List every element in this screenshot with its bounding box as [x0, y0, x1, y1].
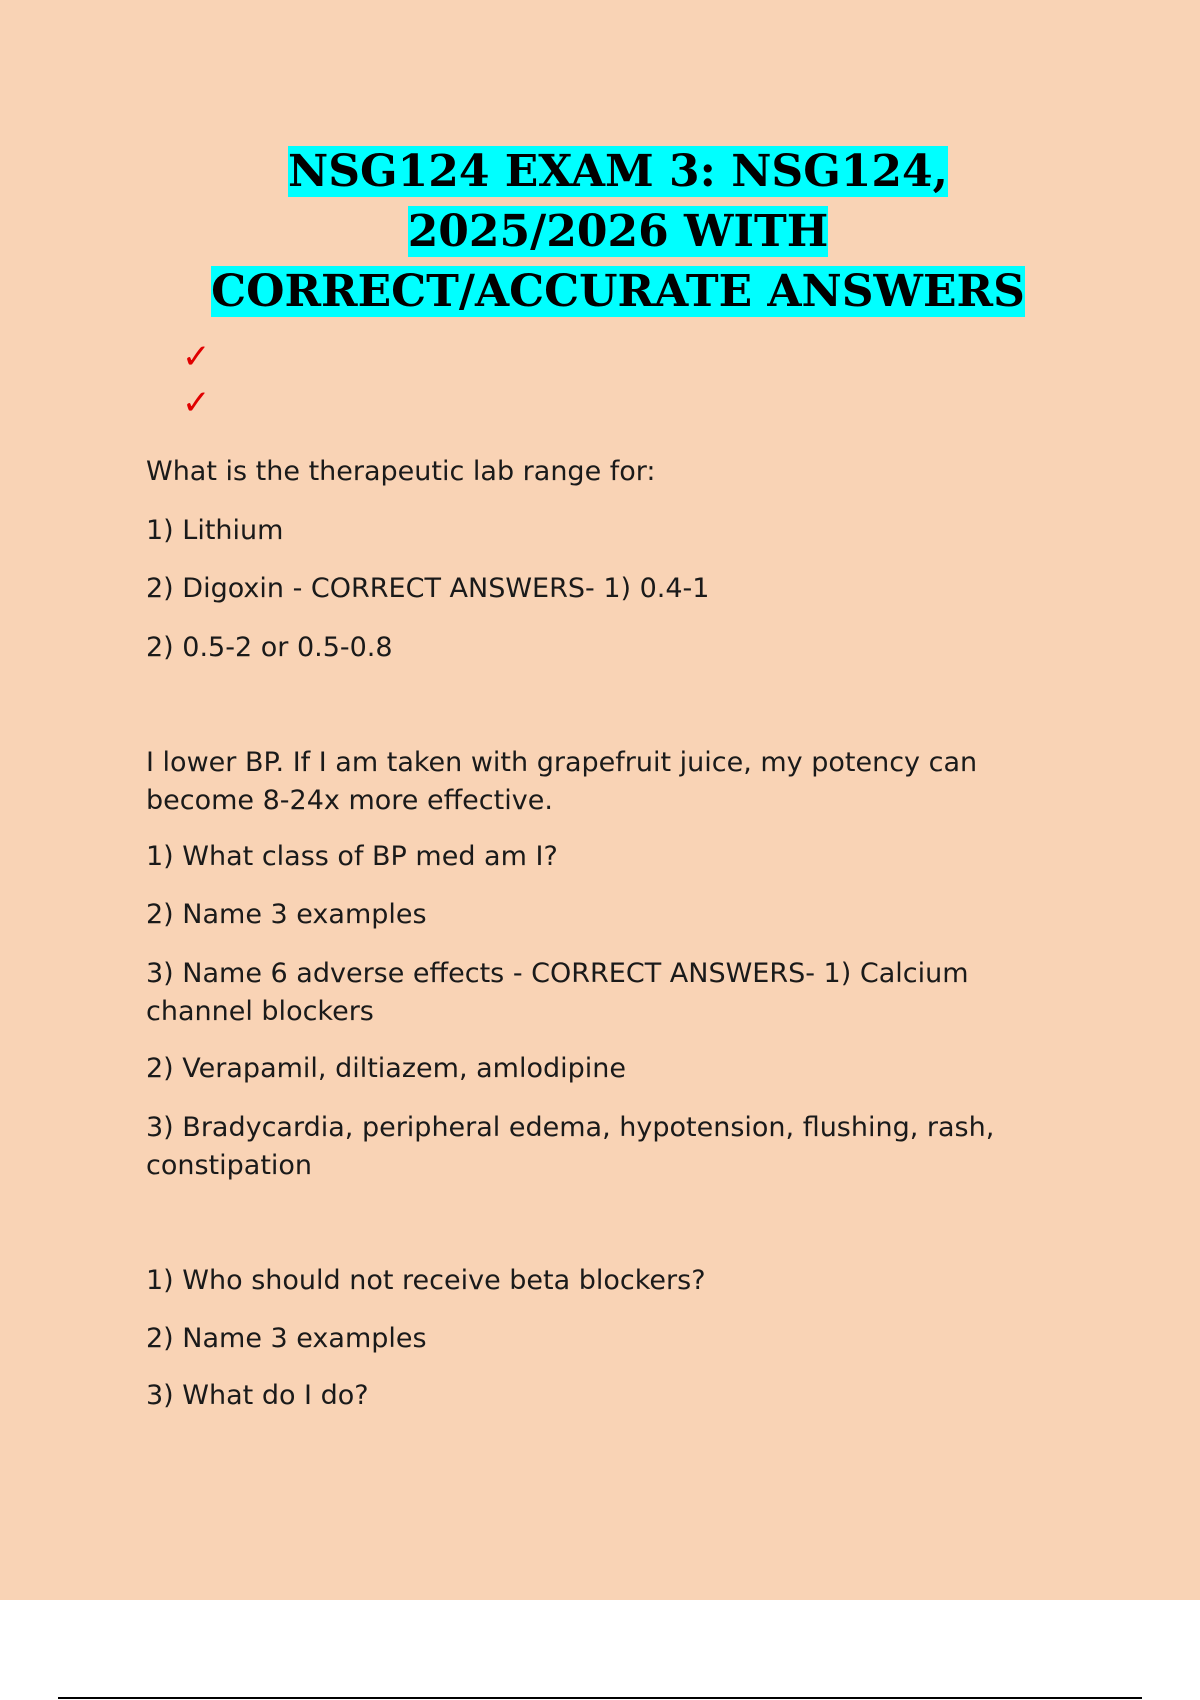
checkmark-icon: ✓: [182, 383, 211, 423]
title-line-2: [0, 202, 1200, 262]
question-3-item-1: 1) Who should not receive beta blockers?: [146, 1265, 706, 1296]
title-line-2-text: 2025/2026 WITH: [407, 206, 829, 257]
question-2-item-1: 1) What class of BP med am I?: [146, 841, 558, 872]
title-line-3: [0, 262, 1200, 322]
question-2-answer-3: 3) Bradycardia, peripheral edema, hypotension, flushing, rash, constipation: [146, 1112, 995, 1181]
checkmark-list: [182, 334, 211, 426]
document-title: [0, 142, 1200, 322]
question-1-item-2-answer: 2) Digoxin - CORRECT ANSWERS- 1) 0.4-1: [146, 573, 710, 604]
question-2-prompt: I lower BP. If I am taken with grapefruit juice, my potency can become 8-24x more effective.: [146, 747, 978, 816]
title-line-3-text: CORRECT/ACCURATE ANSWERS: [211, 266, 1025, 317]
question-3-item-3: 3) What do I do?: [146, 1380, 369, 1411]
title-line-1: [0, 142, 1200, 202]
question-2-answer-2: 2) Verapamil, diltiazem, amlodipine: [146, 1053, 626, 1084]
question-2-item-2: 2) Name 3 examples: [146, 899, 427, 930]
question-1-prompt: What is the therapeutic lab range for:: [146, 456, 656, 487]
checkmark-icon: ✓: [182, 337, 211, 377]
footer-divider: [58, 1697, 1142, 1699]
question-3-item-2: 2) Name 3 examples: [146, 1323, 427, 1354]
question-2-item-3-answer: 3) Name 6 adverse effects - CORRECT ANSWERS- 1) Calcium channel blockers: [146, 958, 969, 1027]
question-1-answer-2: 2) 0.5-2 or 0.5-0.8: [146, 632, 393, 663]
question-1-item-1: 1) Lithium: [146, 515, 284, 546]
title-line-1-text: NSG124 EXAM 3: NSG124,: [288, 146, 948, 197]
